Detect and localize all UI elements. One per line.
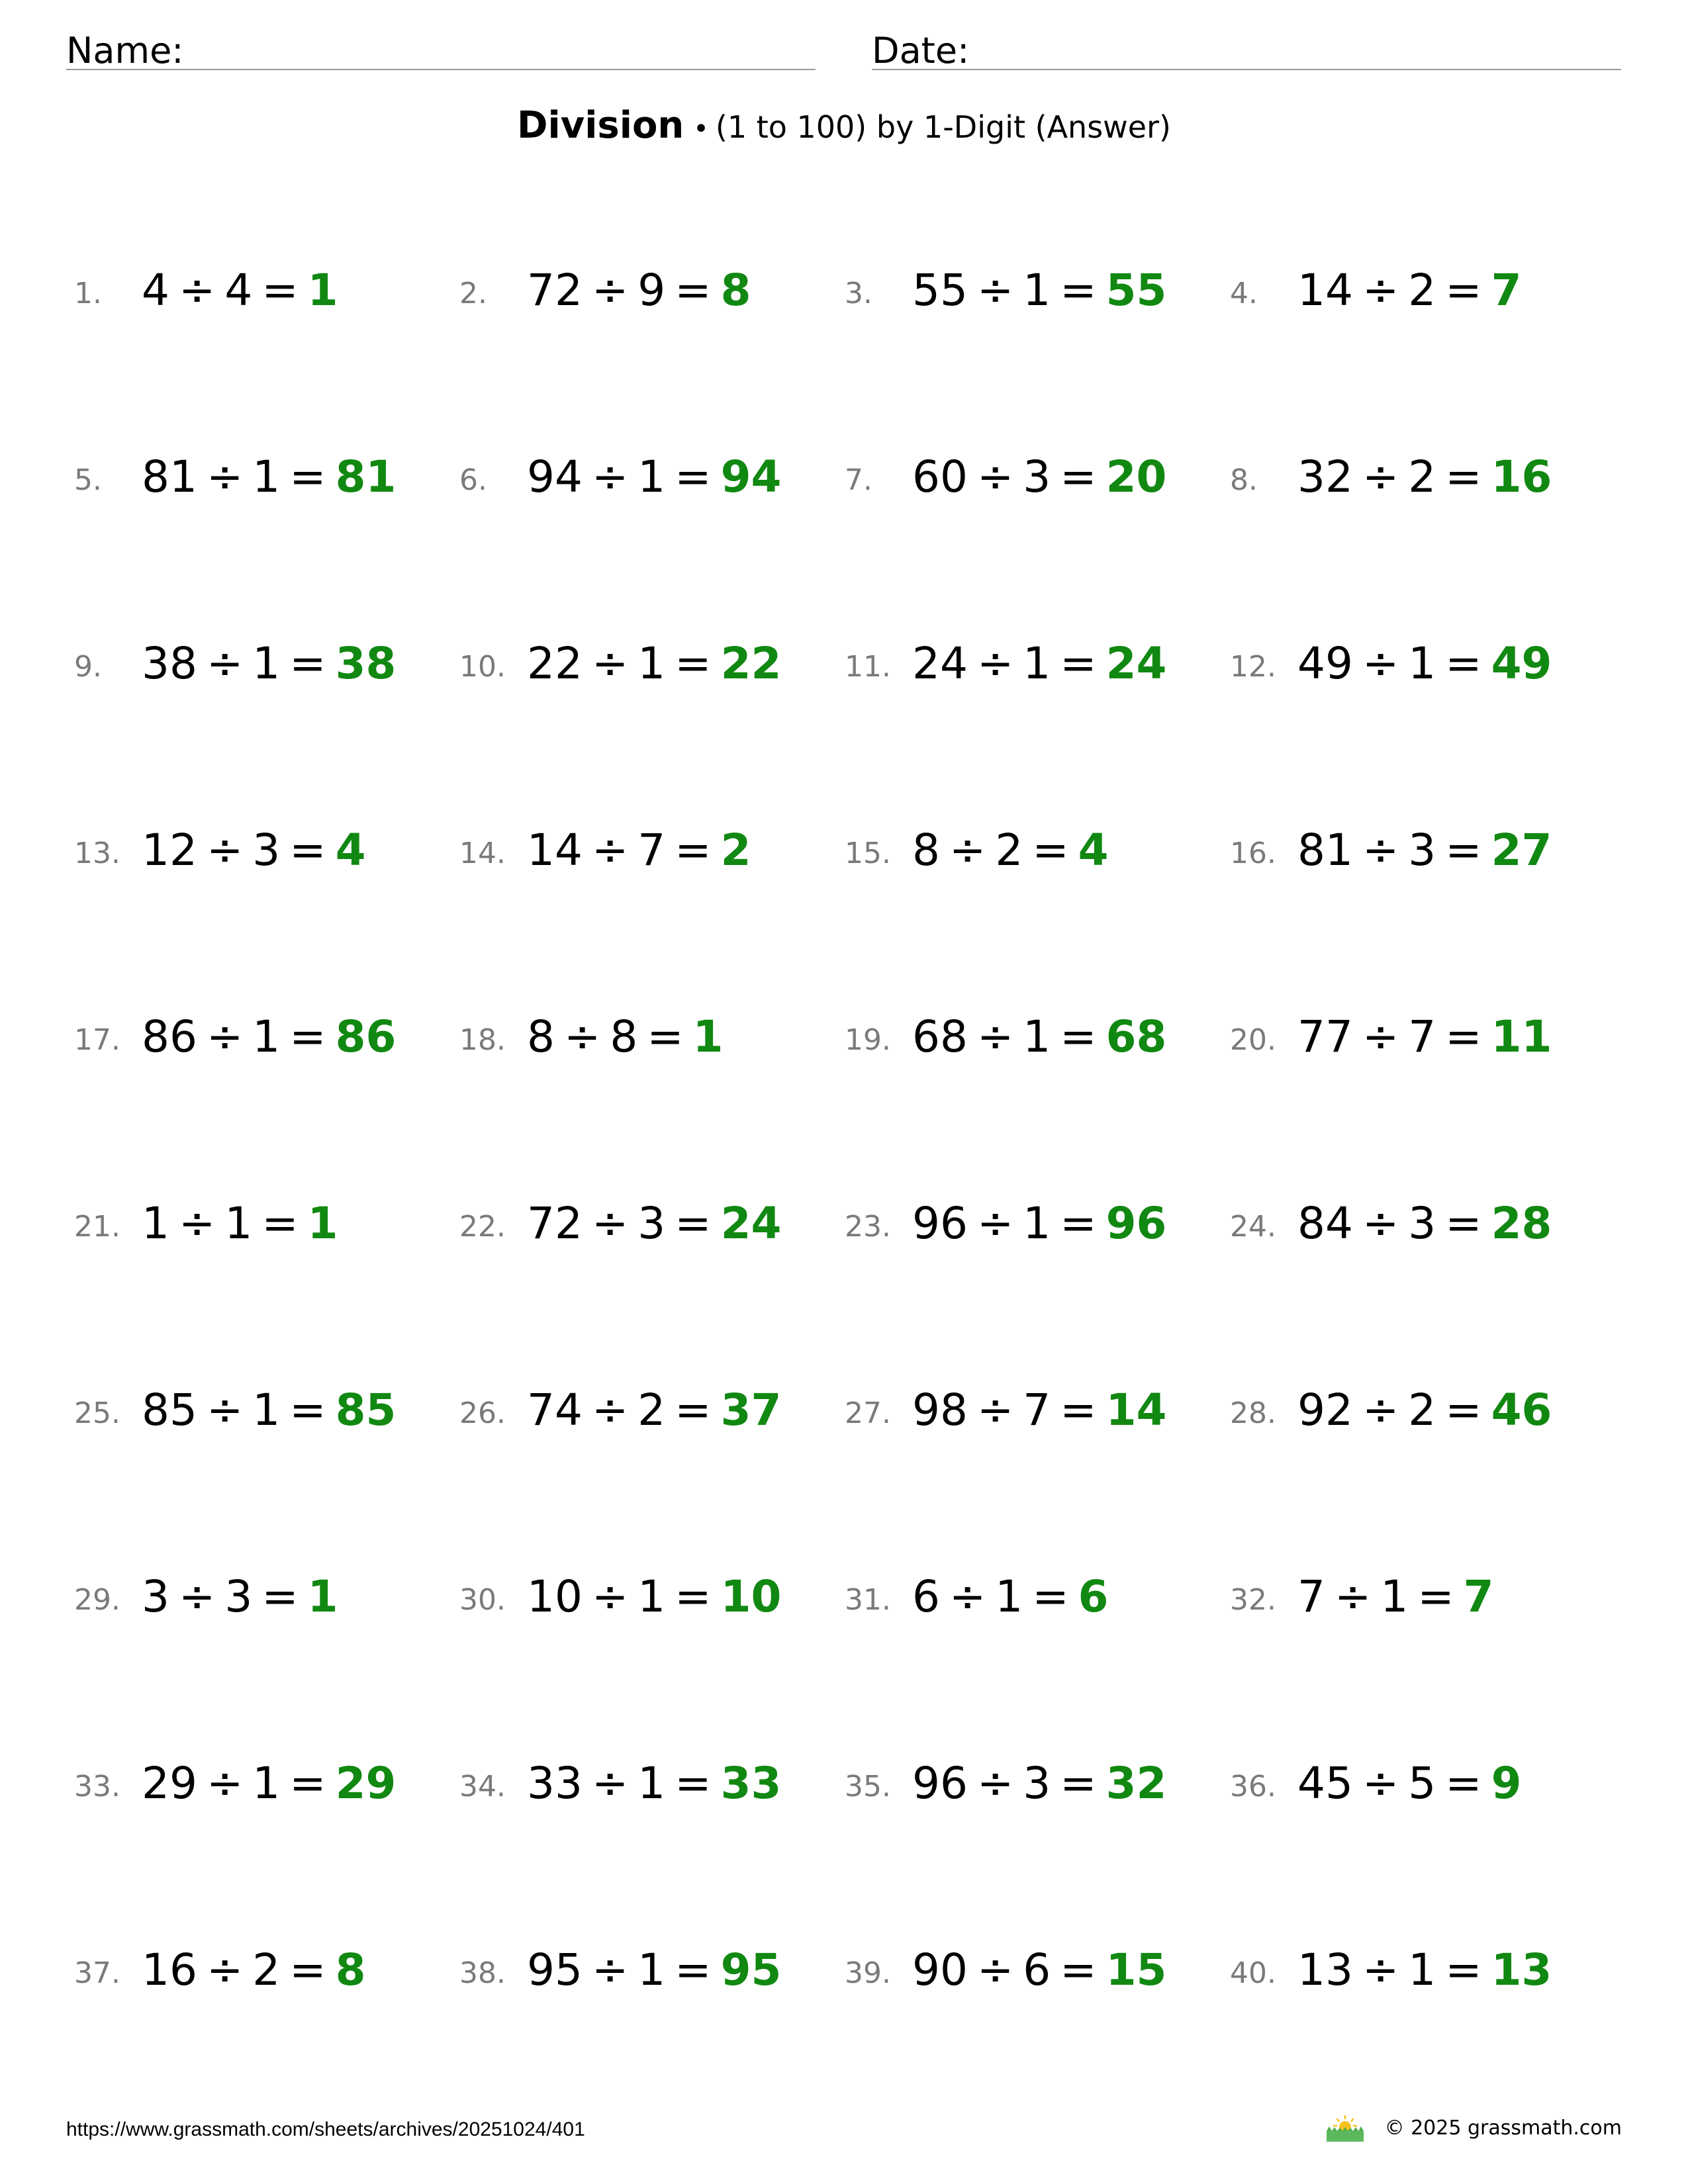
problem-expression <box>527 1571 782 1622</box>
problem-number: 10. <box>459 650 506 684</box>
dividend: 77 <box>1297 1011 1353 1062</box>
answer: 13 <box>1491 1944 1552 1995</box>
dividend: 49 <box>1297 638 1353 689</box>
divisor: 1 <box>637 451 666 502</box>
divide-sign: ÷ <box>1362 825 1399 876</box>
dividend: 29 <box>142 1758 197 1809</box>
problem-number: 6. <box>459 463 487 497</box>
answer: 7 <box>1491 265 1522 316</box>
divide-sign: ÷ <box>591 1758 629 1809</box>
dividend: 22 <box>527 638 583 689</box>
problem-expression <box>1297 638 1552 689</box>
divisor: 1 <box>252 451 281 502</box>
problem-expression <box>1297 265 1522 316</box>
problem-number: 12. <box>1230 650 1276 684</box>
dividend: 13 <box>1297 1944 1353 1995</box>
equals-sign: = <box>1060 638 1097 689</box>
equals-sign: = <box>289 638 326 689</box>
divisor: 1 <box>1023 265 1051 316</box>
problem-expression <box>527 1385 782 1435</box>
divisor: 1 <box>1023 1198 1051 1249</box>
problem-number: 8. <box>1230 463 1258 497</box>
divisor: 2 <box>1408 265 1436 316</box>
answer: 94 <box>720 451 782 502</box>
equals-sign: = <box>1060 1011 1097 1062</box>
title-subtitle: (1 to 100) by 1-Digit (Answer) <box>715 109 1171 145</box>
problem-number: 19. <box>845 1023 891 1057</box>
answer: 28 <box>1491 1198 1552 1249</box>
answer: 38 <box>335 638 397 689</box>
answer: 1 <box>692 1011 724 1062</box>
equals-sign: = <box>289 1758 326 1809</box>
problem-expression <box>142 825 366 876</box>
problem-expression <box>912 265 1167 316</box>
divide-sign: ÷ <box>179 265 216 316</box>
problem-expression <box>912 451 1167 502</box>
divisor: 3 <box>1408 1198 1436 1249</box>
divisor: 1 <box>1408 1944 1436 1995</box>
problem-number: 9. <box>74 650 102 684</box>
divisor: 2 <box>1408 1385 1436 1435</box>
answer: 4 <box>335 825 366 876</box>
equals-sign: = <box>261 1571 299 1622</box>
divisor: 3 <box>224 1571 253 1622</box>
problem-number: 20. <box>1230 1023 1276 1057</box>
equals-sign: = <box>675 1944 712 1995</box>
divide-sign: ÷ <box>591 638 629 689</box>
problem-expression <box>912 1198 1167 1249</box>
answer: 15 <box>1105 1944 1167 1995</box>
divisor: 3 <box>1023 451 1051 502</box>
answer: 4 <box>1078 825 1109 876</box>
divisor: 1 <box>1408 638 1436 689</box>
problem-expression <box>142 1758 397 1809</box>
problem-expression <box>142 1571 338 1622</box>
answer: 85 <box>335 1385 397 1435</box>
equals-sign: = <box>1060 451 1097 502</box>
dividend: 45 <box>1297 1758 1353 1809</box>
answer: 16 <box>1491 451 1552 502</box>
dividend: 6 <box>912 1571 940 1622</box>
dividend: 12 <box>142 825 197 876</box>
equals-sign: = <box>1060 1944 1097 1995</box>
problem-number: 18. <box>459 1023 506 1057</box>
problem-number: 28. <box>1230 1396 1276 1430</box>
problem-number: 7. <box>845 463 872 497</box>
answer: 33 <box>720 1758 782 1809</box>
name-label: Name: <box>66 30 184 71</box>
answer: 20 <box>1105 451 1167 502</box>
answer: 86 <box>335 1011 397 1062</box>
dividend: 81 <box>142 451 197 502</box>
answer: 27 <box>1491 825 1552 876</box>
divide-sign: ÷ <box>976 1385 1014 1435</box>
divisor: 2 <box>995 825 1023 876</box>
dividend: 95 <box>527 1944 583 1995</box>
divide-sign: ÷ <box>949 1571 986 1622</box>
divide-sign: ÷ <box>1362 1758 1399 1809</box>
equals-sign: = <box>289 451 326 502</box>
dividend: 96 <box>912 1758 968 1809</box>
answer: 22 <box>720 638 782 689</box>
dividend: 72 <box>527 265 583 316</box>
equals-sign: = <box>675 1758 712 1809</box>
problem-number: 24. <box>1230 1210 1276 1244</box>
problem-number: 13. <box>74 837 120 870</box>
problem-expression <box>142 1198 338 1249</box>
divisor: 2 <box>252 1944 281 1995</box>
divide-sign: ÷ <box>206 1944 244 1995</box>
problem-number: 31. <box>845 1583 891 1617</box>
divisor: 1 <box>252 1011 281 1062</box>
problem-expression <box>1297 1571 1494 1622</box>
answer: 2 <box>720 825 751 876</box>
problem-expression <box>1297 1011 1552 1062</box>
problem-expression <box>527 1758 782 1809</box>
divide-sign: ÷ <box>591 1944 629 1995</box>
footer-copyright: © 2025 grassmath.com <box>1384 2116 1622 2140</box>
problem-expression <box>527 265 751 316</box>
problem-expression <box>912 1385 1167 1435</box>
answer: 8 <box>720 265 751 316</box>
divide-sign: ÷ <box>1362 451 1399 502</box>
divide-sign: ÷ <box>591 265 629 316</box>
divide-sign: ÷ <box>206 1011 244 1062</box>
divisor: 1 <box>637 1944 666 1995</box>
divisor: 7 <box>1023 1385 1051 1435</box>
equals-sign: = <box>1445 825 1482 876</box>
divide-sign: ÷ <box>1362 1385 1399 1435</box>
equals-sign: = <box>675 1385 712 1435</box>
problem-expression <box>1297 1385 1552 1435</box>
problem-number: 37. <box>74 1956 120 1990</box>
problem-number: 16. <box>1230 837 1276 870</box>
equals-sign: = <box>1445 451 1482 502</box>
dividend: 55 <box>912 265 968 316</box>
divisor: 2 <box>1408 451 1436 502</box>
problem-number: 38. <box>459 1956 506 1990</box>
equals-sign: = <box>1445 638 1482 689</box>
answer: 49 <box>1491 638 1552 689</box>
divisor: 8 <box>610 1011 638 1062</box>
problem-number: 5. <box>74 463 102 497</box>
equals-sign: = <box>647 1011 684 1062</box>
problem-expression <box>1297 825 1552 876</box>
answer: 6 <box>1078 1571 1109 1622</box>
equals-sign: = <box>1445 265 1482 316</box>
divide-sign: ÷ <box>591 825 629 876</box>
problem-expression <box>1297 1198 1552 1249</box>
equals-sign: = <box>1445 1011 1482 1062</box>
dividend: 14 <box>527 825 583 876</box>
divisor: 3 <box>252 825 281 876</box>
divisor: 1 <box>1023 638 1051 689</box>
dividend: 96 <box>912 1198 968 1249</box>
grass-sun-logo-icon <box>1324 2114 1366 2143</box>
equals-sign: = <box>289 825 326 876</box>
answer: 1 <box>307 1198 338 1249</box>
dividend: 1 <box>142 1198 169 1249</box>
divisor: 3 <box>637 1198 666 1249</box>
problem-number: 32. <box>1230 1583 1276 1617</box>
date-label: Date: <box>872 30 970 71</box>
problem-expression <box>912 1011 1167 1062</box>
equals-sign: = <box>1032 825 1069 876</box>
answer: 55 <box>1105 265 1167 316</box>
answer: 10 <box>720 1571 782 1622</box>
problem-number: 22. <box>459 1210 506 1244</box>
problem-expression <box>1297 451 1552 502</box>
problem-number: 25. <box>74 1396 120 1430</box>
divide-sign: ÷ <box>1362 1011 1399 1062</box>
problem-expression <box>527 1944 782 1995</box>
answer: 95 <box>720 1944 782 1995</box>
equals-sign: = <box>261 265 299 316</box>
problem-expression <box>912 638 1167 689</box>
answer: 68 <box>1105 1011 1167 1062</box>
dividend: 74 <box>527 1385 583 1435</box>
problem-number: 40. <box>1230 1956 1276 1990</box>
problem-expression <box>142 265 338 316</box>
equals-sign: = <box>261 1198 299 1249</box>
dividend: 68 <box>912 1011 968 1062</box>
problem-number: 33. <box>74 1770 120 1803</box>
equals-sign: = <box>289 1385 326 1435</box>
equals-sign: = <box>675 265 712 316</box>
divisor: 1 <box>637 1758 666 1809</box>
dividend: 98 <box>912 1385 968 1435</box>
answer: 24 <box>1105 638 1167 689</box>
answer: 14 <box>1105 1385 1167 1435</box>
divide-sign: ÷ <box>179 1571 216 1622</box>
dividend: 38 <box>142 638 197 689</box>
problem-number: 2. <box>459 277 487 310</box>
title-main: Division <box>517 104 684 147</box>
problem-number: 35. <box>845 1770 891 1803</box>
divisor: 1 <box>224 1198 253 1249</box>
divisor: 1 <box>252 1758 281 1809</box>
divide-sign: ÷ <box>206 1758 244 1809</box>
answer: 11 <box>1491 1011 1552 1062</box>
divide-sign: ÷ <box>591 1385 629 1435</box>
divide-sign: ÷ <box>976 1011 1014 1062</box>
divisor: 3 <box>1023 1758 1051 1809</box>
divide-sign: ÷ <box>1362 1198 1399 1249</box>
divide-sign: ÷ <box>949 825 986 876</box>
problem-number: 14. <box>459 837 506 870</box>
divide-sign: ÷ <box>1362 638 1399 689</box>
divisor: 2 <box>637 1385 666 1435</box>
divide-sign: ÷ <box>591 1571 629 1622</box>
answer: 8 <box>335 1944 366 1995</box>
divide-sign: ÷ <box>206 825 244 876</box>
equals-sign: = <box>675 638 712 689</box>
dividend: 7 <box>1297 1571 1325 1622</box>
equals-sign: = <box>1445 1385 1482 1435</box>
equals-sign: = <box>675 825 712 876</box>
divisor: 1 <box>1380 1571 1409 1622</box>
problem-expression <box>527 638 782 689</box>
divide-sign: ÷ <box>206 638 244 689</box>
divide-sign: ÷ <box>976 451 1014 502</box>
dividend: 14 <box>1297 265 1353 316</box>
dividend: 8 <box>912 825 940 876</box>
problem-number: 36. <box>1230 1770 1276 1803</box>
problem-expression <box>142 1385 397 1435</box>
dividend: 33 <box>527 1758 583 1809</box>
problem-expression <box>527 825 751 876</box>
problem-expression <box>1297 1944 1552 1995</box>
answer: 46 <box>1491 1385 1552 1435</box>
problem-number: 17. <box>74 1023 120 1057</box>
answer: 32 <box>1105 1758 1167 1809</box>
dividend: 81 <box>1297 825 1353 876</box>
answer: 1 <box>307 1571 338 1622</box>
problem-expression <box>1297 1758 1522 1809</box>
divide-sign: ÷ <box>976 265 1014 316</box>
problem-expression <box>142 451 397 502</box>
problem-number: 4. <box>1230 277 1258 310</box>
dividend: 4 <box>142 265 169 316</box>
divide-sign: ÷ <box>179 1198 216 1249</box>
problem-number: 26. <box>459 1396 506 1430</box>
dividend: 32 <box>1297 451 1353 502</box>
equals-sign: = <box>1060 1385 1097 1435</box>
equals-sign: = <box>675 1198 712 1249</box>
dividend: 85 <box>142 1385 197 1435</box>
dividend: 92 <box>1297 1385 1353 1435</box>
problem-expression <box>142 638 397 689</box>
footer-brand <box>1324 2113 1622 2144</box>
problem-number: 34. <box>459 1770 506 1803</box>
divisor: 1 <box>637 638 666 689</box>
dividend: 10 <box>527 1571 583 1622</box>
dividend: 86 <box>142 1011 197 1062</box>
divide-sign: ÷ <box>564 1011 601 1062</box>
title-bullet: • <box>693 114 709 144</box>
divisor: 3 <box>1408 825 1436 876</box>
divide-sign: ÷ <box>976 1944 1014 1995</box>
answer: 24 <box>720 1198 782 1249</box>
problem-expression <box>912 1944 1167 1995</box>
problem-number: 39. <box>845 1956 891 1990</box>
divisor: 9 <box>637 265 666 316</box>
answer: 1 <box>307 265 338 316</box>
problem-number: 21. <box>74 1210 120 1244</box>
divisor: 1 <box>252 1385 281 1435</box>
problem-number: 29. <box>74 1583 120 1617</box>
equals-sign: = <box>1445 1198 1482 1249</box>
equals-sign: = <box>289 1011 326 1062</box>
equals-sign: = <box>1060 265 1097 316</box>
dividend: 3 <box>142 1571 169 1622</box>
dividend: 72 <box>527 1198 583 1249</box>
problem-number: 15. <box>845 837 891 870</box>
divide-sign: ÷ <box>1362 1944 1399 1995</box>
problem-number: 3. <box>845 277 872 310</box>
problem-expression <box>142 1011 397 1062</box>
dividend: 24 <box>912 638 968 689</box>
divide-sign: ÷ <box>591 451 629 502</box>
answer: 96 <box>1105 1198 1167 1249</box>
problem-expression <box>527 1198 782 1249</box>
divisor: 7 <box>637 825 666 876</box>
equals-sign: = <box>675 1571 712 1622</box>
equals-sign: = <box>675 451 712 502</box>
problem-expression <box>912 1571 1109 1622</box>
dividend: 60 <box>912 451 968 502</box>
divisor: 1 <box>252 638 281 689</box>
problem-expression <box>912 825 1109 876</box>
problem-number: 30. <box>459 1583 506 1617</box>
divide-sign: ÷ <box>976 1758 1014 1809</box>
equals-sign: = <box>1060 1758 1097 1809</box>
problem-number: 11. <box>845 650 891 684</box>
divisor: 4 <box>224 265 253 316</box>
divide-sign: ÷ <box>206 1385 244 1435</box>
divisor: 1 <box>1023 1011 1051 1062</box>
answer: 9 <box>1491 1758 1522 1809</box>
dividend: 8 <box>527 1011 555 1062</box>
equals-sign: = <box>1445 1944 1482 1995</box>
problem-number: 1. <box>74 277 102 310</box>
problem-expression <box>142 1944 366 1995</box>
answer: 7 <box>1463 1571 1494 1622</box>
problem-expression <box>527 451 782 502</box>
equals-sign: = <box>1032 1571 1069 1622</box>
divide-sign: ÷ <box>1362 265 1399 316</box>
divide-sign: ÷ <box>591 1198 629 1249</box>
equals-sign: = <box>1417 1571 1454 1622</box>
dividend: 84 <box>1297 1198 1353 1249</box>
divisor: 5 <box>1408 1758 1436 1809</box>
divisor: 6 <box>1023 1944 1051 1995</box>
equals-sign: = <box>1060 1198 1097 1249</box>
equals-sign: = <box>1445 1758 1482 1809</box>
divide-sign: ÷ <box>976 1198 1014 1249</box>
problem-number: 27. <box>845 1396 891 1430</box>
problem-expression <box>527 1011 724 1062</box>
divisor: 1 <box>637 1571 666 1622</box>
divide-sign: ÷ <box>976 638 1014 689</box>
divide-sign: ÷ <box>1335 1571 1372 1622</box>
problem-number: 23. <box>845 1210 891 1244</box>
divide-sign: ÷ <box>206 451 244 502</box>
divisor: 7 <box>1408 1011 1436 1062</box>
equals-sign: = <box>289 1944 326 1995</box>
answer: 37 <box>720 1385 782 1435</box>
dividend: 16 <box>142 1944 197 1995</box>
footer-url: https://www.grassmath.com/sheets/archives/20251024/401 <box>66 2118 585 2140</box>
answer: 29 <box>335 1758 397 1809</box>
dividend: 94 <box>527 451 583 502</box>
problem-expression <box>912 1758 1167 1809</box>
answer: 81 <box>335 451 397 502</box>
dividend: 90 <box>912 1944 968 1995</box>
divisor: 1 <box>995 1571 1023 1622</box>
